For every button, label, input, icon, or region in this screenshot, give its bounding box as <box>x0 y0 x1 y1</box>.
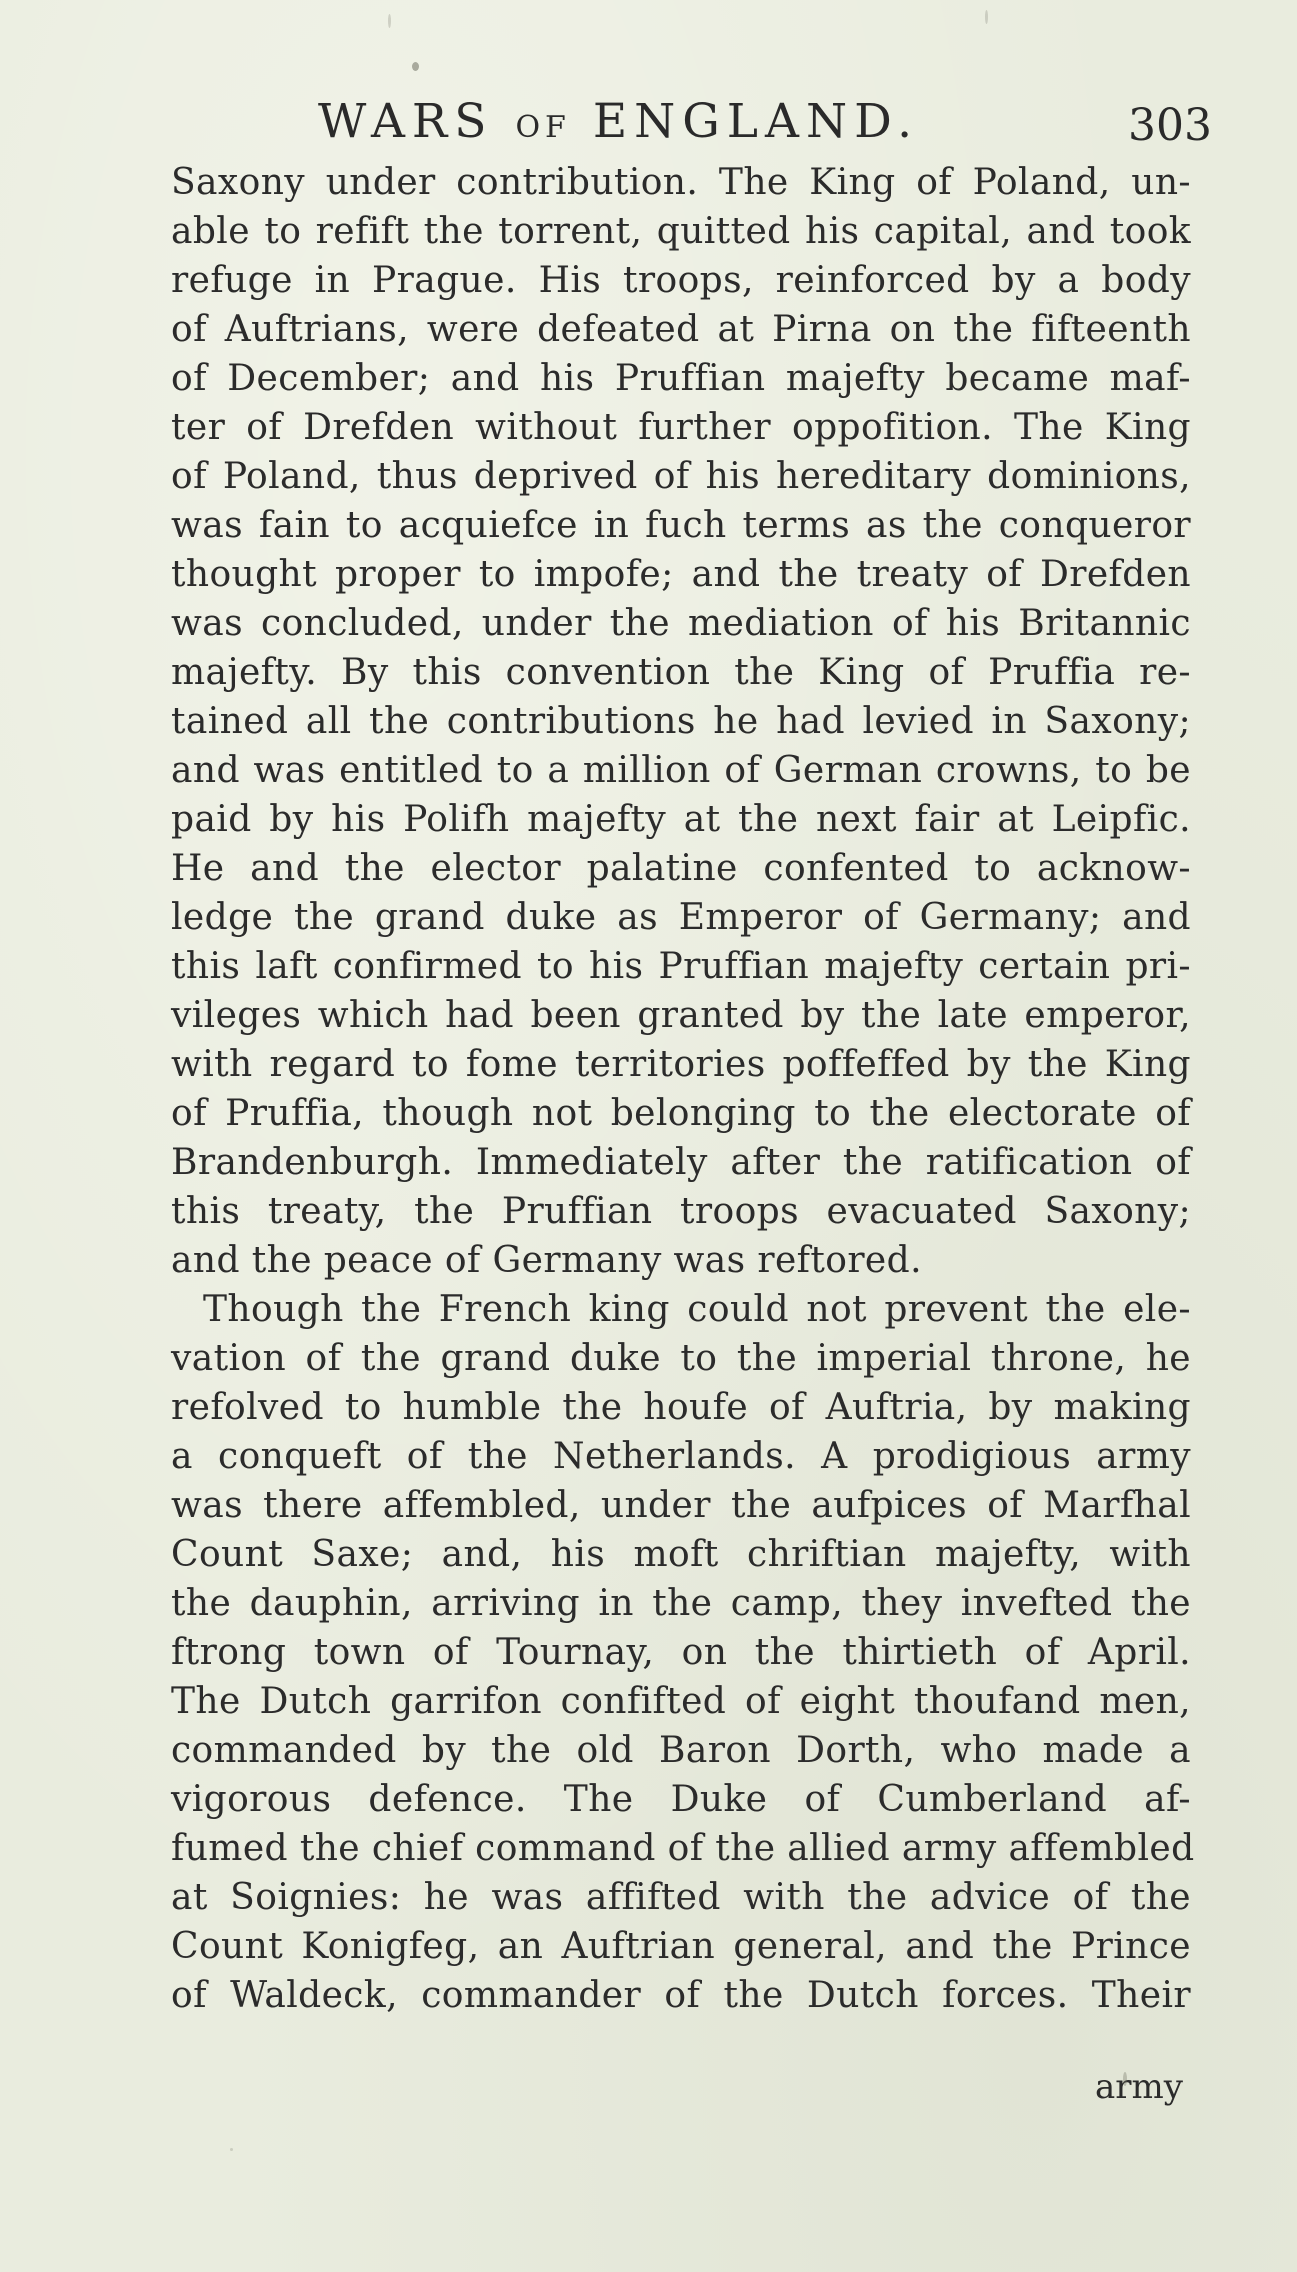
text-line: Though the French king could not prevent the ele- <box>203 1289 1191 1330</box>
text-line: of Waldeck, commander of the Dutch forces. Their <box>171 1975 1191 2016</box>
text-line: Saxony under contribution. The King of Poland, un- <box>171 162 1191 203</box>
text-line: of Poland, thus deprived of his hereditary dominions, <box>171 456 1191 497</box>
text-line: vileges which had been granted by the late emperor, <box>171 995 1191 1036</box>
text-line: this treaty, the Pruffian troops evacuated Saxony; <box>171 1191 1191 1232</box>
running-title-main: WARS <box>318 94 494 149</box>
ink-speck <box>388 14 391 28</box>
text-line: a conqueft of the Netherlands. A prodigious army <box>171 1436 1191 1477</box>
text-line: of Auftrians, were defeated at Pirna on the fifteenth <box>171 309 1191 350</box>
text-line: of Pruffia, though not belonging to the electorate of <box>171 1093 1191 1134</box>
text-line: He and the elector palatine confented to acknow- <box>171 848 1191 889</box>
text-line: thought proper to impofe; and the treaty of Drefden <box>171 554 1191 595</box>
text-line: this laft confirmed to his Pruffian majefty certain pri- <box>171 946 1191 987</box>
text-line: refuge in Prague. His troops, reinforced by a body <box>171 260 1191 301</box>
text-line: The Dutch garrifon confifted of eight thoufand men, <box>171 1681 1191 1722</box>
text-line: was concluded, under the mediation of his Britannic <box>171 603 1191 644</box>
text-line: Count Saxe; and, his moft chriftian majefty, with <box>171 1534 1191 1575</box>
catchword: army <box>1095 2067 1183 2107</box>
text-line: ter of Drefden without further oppofition. The King <box>171 407 1191 448</box>
ink-speck <box>412 62 419 71</box>
text-line: of December; and his Pruffian majefty became maf- <box>171 358 1191 399</box>
text-line: Count Konigfeg, an Auftrian general, and the Prince <box>171 1926 1191 1967</box>
page-number: 303 <box>1128 100 1212 151</box>
text-line: commanded by the old Baron Dorth, who made a <box>171 1730 1191 1771</box>
text-line: majefty. By this convention the King of Pruffia re- <box>171 652 1191 693</box>
page-header <box>318 92 1212 152</box>
text-line: paid by his Polifh majefty at the next fair at Leipfic. <box>171 799 1191 840</box>
text-line: tained all the contributions he had levied in Saxony; <box>171 701 1191 742</box>
text-line: at Soignies: he was affifted with the advice of the <box>171 1877 1191 1918</box>
text-line: refolved to humble the houfe of Auftria, by making <box>171 1387 1191 1428</box>
text-line: vigorous defence. The Duke of Cumberland af- <box>171 1779 1191 1820</box>
text-line: was there affembled, under the aufpices of Marfhal <box>171 1485 1191 1526</box>
text-line: ledge the grand duke as Emperor of Germany; and <box>171 897 1191 938</box>
text-line: was fain to acquiefce in fuch terms as the conqueror <box>171 505 1191 546</box>
body-text <box>171 158 1195 2020</box>
text-line: able to refift the torrent, quitted his capital, and took <box>171 211 1191 252</box>
text-line: and the peace of Germany was reftored. <box>171 1240 922 1281</box>
text-line: ftrong town of Tournay, on the thirtieth of April. <box>171 1632 1191 1673</box>
text-line: and was entitled to a million of German crowns, to be <box>171 750 1191 791</box>
ink-speck <box>230 2148 233 2151</box>
text-line: with regard to fome territories poffeffed by the King <box>171 1044 1191 1085</box>
running-title-of: OF <box>515 110 571 145</box>
running-title-end: ENGLAND. <box>592 94 920 149</box>
ink-speck <box>985 10 988 24</box>
text-line: fumed the chief command of the allied army affembled <box>171 1828 1195 1869</box>
text-line: the dauphin, arriving in the camp, they invefted the <box>171 1583 1191 1624</box>
running-title <box>318 92 919 158</box>
text-line: vation of the grand duke to the imperial throne, he <box>171 1338 1191 1379</box>
ink-speck <box>1123 2072 1127 2086</box>
text-line: Brandenburgh. Immediately after the ratification of <box>171 1142 1191 1183</box>
